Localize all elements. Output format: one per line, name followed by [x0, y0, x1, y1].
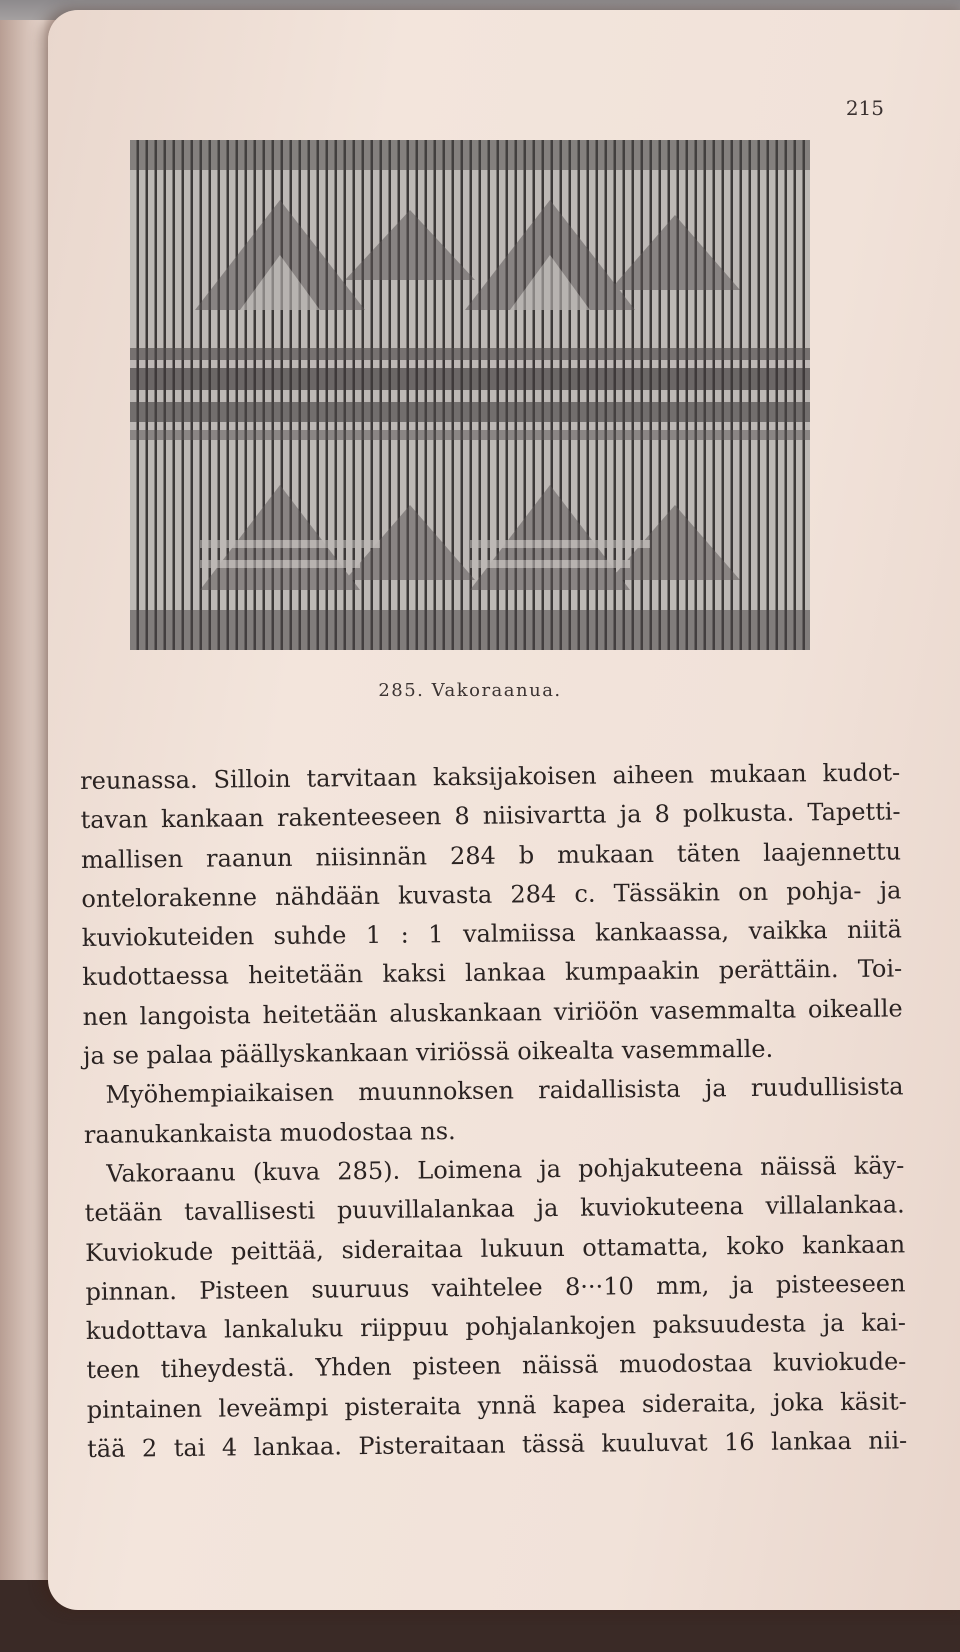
woven-fabric-photo [130, 140, 810, 650]
figure-plate [130, 140, 810, 650]
text-line: raanukankaista muodostaa ns. [83, 1116, 456, 1149]
text-line: ja se palaa päällyskankaan viriössä oikealta vasemmalle. [82, 1034, 774, 1071]
page-number: 215 [845, 96, 884, 120]
text-line: Myöhempiaikaisen muunnoksen raidallisista ja ruudullisista [105, 1072, 904, 1110]
text-line: Kuviokude peittää, sideraitaa lukuun ottamatta, koko kankaan [84, 1229, 906, 1267]
text-line: Vakoraanu (kuva 285). Loimena ja pohjakuteena näissä käy- [106, 1151, 905, 1188]
text-line: tää 2 tai 4 lankaa. Pisteraitaan tässä kuuluvat 16 lankaa nii- [87, 1426, 908, 1464]
text-line: nen langoista heitetään aluskankaan viriöön vasemmalta oikealle [82, 994, 903, 1031]
text-line: reunassa. Silloin tarvitaan kaksijakoisen aiheen mukaan kudot- [80, 758, 901, 795]
text-line: ontelorakenne nähdään kuvasta 284 c. Tässäkin on pohja- ja [81, 876, 902, 913]
text-line: tavan kankaan rakenteeseen 8 niisivartta ja 8 polkusta. Tapetti- [80, 797, 901, 835]
body-text [80, 753, 907, 1469]
text-line: pinnan. Pisteen suuruus vaihtelee 8···10 mm, ja pisteeseen [85, 1269, 906, 1306]
figure-caption: 285. Vakoraanua. [378, 680, 562, 701]
text-line: kudottaessa heitetään kaksi lankaa kumpaakin perättäin. Toi- [82, 954, 903, 992]
text-line: kuviokuteiden suhde 1 : 1 valmiissa kankaassa, vaikka niitä [81, 915, 902, 953]
text-line: teen tiheydestä. Yhden pisteen näissä muodostaa kuviokude- [86, 1347, 907, 1385]
text-line: pintainen leveämpi pisteraita ynnä kapea sideraita, joka käsit- [86, 1387, 907, 1424]
text-line: mallisen raanun niisinnän 284 b mukaan täten laajennettu [80, 837, 902, 874]
text-line: tetään tavallisesti puuvillalankaa ja kuviokuteena villalankaa. [84, 1190, 905, 1228]
text-line: kudottava lankaluku riippuu pohjalankojen paksuudesta ja kai- [85, 1308, 907, 1346]
